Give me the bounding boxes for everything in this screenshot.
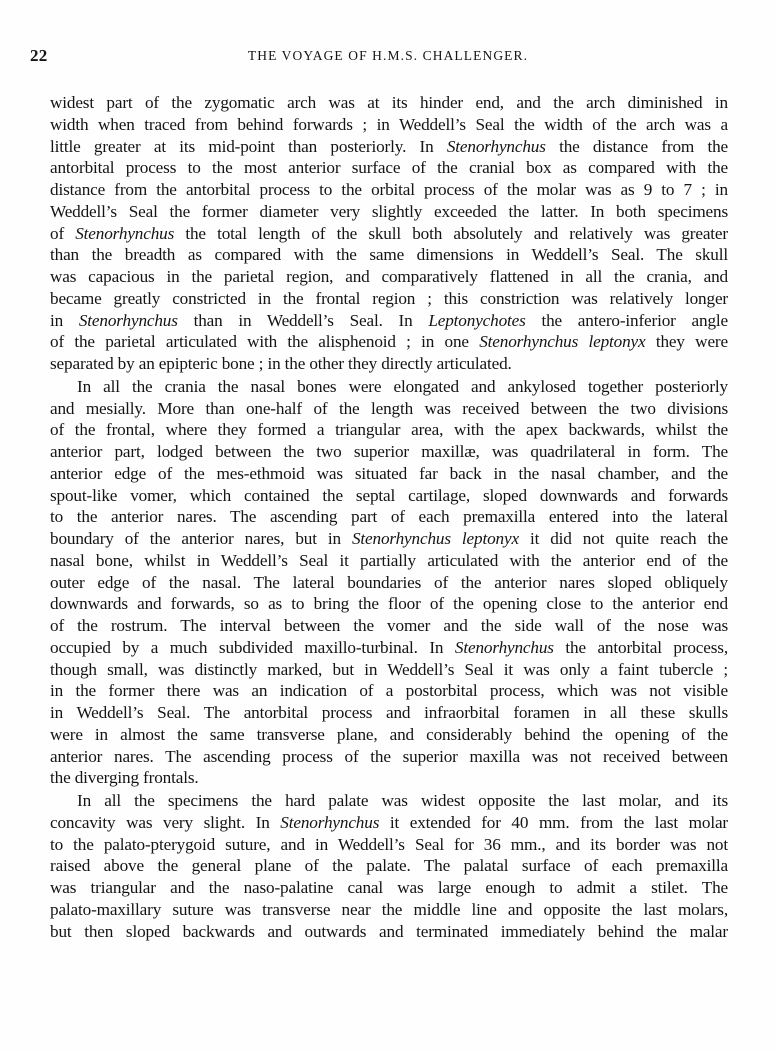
text-run: than the breadth as compared with the same dimensions in Weddell’s Seal. The skull	[50, 245, 728, 265]
text-line	[50, 812, 728, 834]
text-run: to the palato-pterygoid suture, and in Weddell’s Seal for 36 mm., and its border was not	[50, 834, 728, 854]
text-line	[50, 767, 728, 789]
text-line	[50, 572, 728, 594]
text-line	[50, 593, 728, 615]
text-run: they were	[645, 332, 728, 352]
text-run: of the parietal articulated with the alisphenoid ; in one	[50, 332, 480, 352]
text-line	[50, 463, 728, 485]
text-line	[50, 331, 728, 353]
text-line	[50, 724, 728, 746]
text-run: the distance from the	[545, 136, 728, 156]
text-line	[50, 92, 728, 114]
text-run: Weddell’s Seal the former diameter very slightly exceeded the latter. In both specimens	[50, 201, 728, 221]
text-line	[50, 201, 728, 223]
text-run: it extended for 40 mm. from the last molar	[379, 812, 729, 832]
text-run: distance from the antorbital process to the orbital process of the molar was as 9 to 7 ; in	[50, 180, 728, 199]
text-run: than in Weddell’s Seal. In	[177, 310, 429, 330]
text-run: the antorbital process,	[553, 637, 728, 657]
text-run: in the former there was an indication of a postorbital process, which was not visible	[50, 681, 728, 701]
text-run: concavity was very slight. In	[50, 812, 281, 832]
text-run: spout-like vomer, which contained the septal cartilage, sloped downwards and forwards	[50, 485, 728, 505]
text-run: raised above the general plane of the palate. The palatal surface of each premaxilla	[50, 856, 728, 876]
body-text	[50, 92, 728, 942]
text-line	[50, 223, 728, 245]
text-line	[50, 659, 728, 681]
text-line	[50, 877, 728, 899]
text-run: In all the specimens the hard palate was widest opposite the last molar, and its	[77, 791, 728, 810]
text-run: occupied by a much subdivided maxillo-turbinal. In	[50, 637, 455, 657]
running-head	[30, 46, 730, 68]
text-line	[50, 485, 728, 507]
italic-taxon: Stenorhynchus	[454, 637, 554, 657]
text-run: was capacious in the parietal region, and comparatively flattened in all the crania, and	[50, 267, 728, 286]
text-line	[50, 136, 728, 158]
text-run: In all the crania the nasal bones were elongated and ankylosed together posteriorly	[77, 376, 728, 396]
text-line	[50, 310, 728, 332]
text-line	[50, 244, 728, 266]
text-line	[50, 528, 728, 550]
text-run: separated by an epipteric bone ; in the other they directly articulated.	[50, 354, 512, 373]
text-line	[50, 506, 728, 528]
text-run: in	[50, 310, 79, 330]
italic-taxon: Stenorhynchus	[75, 223, 175, 243]
text-line	[50, 855, 728, 877]
paragraph	[50, 92, 728, 375]
text-line	[50, 419, 728, 441]
text-line	[50, 376, 728, 398]
text-run: anterior edge of the mes-ethmoid was situated far back in the nasal chamber, and the	[50, 463, 728, 483]
text-run: widest part of the zygomatic arch was at its hinder end, and the arch diminished in	[50, 93, 728, 112]
text-run: downwards and forwards, so as to bring the floor of the opening close to the anterior end	[50, 594, 728, 614]
text-run: anterior nares. The ascending process of the superior maxilla was not received between	[50, 746, 728, 766]
text-run: the antero-inferior angle	[525, 310, 728, 330]
text-line	[50, 353, 728, 375]
text-run: little greater at its mid-point than posteriorly. In	[50, 136, 447, 156]
text-line	[50, 157, 728, 179]
paragraph	[50, 376, 728, 789]
text-run: in Weddell’s Seal. The antorbital process and infraorbital foramen in all these skulls	[50, 703, 728, 722]
text-line	[50, 702, 728, 724]
text-run: and mesially. More than one-half of the length was received between the two divisions	[50, 398, 728, 418]
text-run: nasal bone, whilst in Weddell’s Seal it partially articulated with the anterior end of the	[50, 550, 728, 570]
italic-taxon: Stenorhynchus	[280, 812, 380, 832]
text-run: to the anterior nares. The ascending part of each premaxilla entered into the lateral	[50, 507, 728, 527]
paragraph	[50, 790, 728, 942]
running-title: THE VOYAGE OF H.M.S. CHALLENGER.	[247, 48, 529, 63]
italic-taxon: Stenorhynchus leptonyx	[351, 529, 519, 548]
text-line	[50, 398, 728, 420]
text-run: it did not quite reach the	[518, 529, 728, 548]
text-run: became greatly constricted in the frontal region ; this constriction was relatively longer	[50, 288, 728, 308]
text-line	[50, 680, 728, 702]
text-line	[50, 114, 728, 136]
italic-taxon: Stenorhynchus	[78, 310, 178, 330]
text-run: but then sloped backwards and outwards and terminated immediately behind the malar	[50, 921, 728, 941]
text-line	[50, 550, 728, 572]
text-run: boundary of the anterior nares, but in	[50, 529, 352, 548]
text-run: the total length of the skull both absolutely and relatively was greater	[174, 223, 728, 243]
text-run: was triangular and the naso-palatine canal was large enough to admit a stilet. The	[50, 878, 728, 897]
text-line	[50, 899, 728, 921]
text-line	[50, 790, 728, 812]
text-line	[50, 834, 728, 856]
text-run: of	[50, 223, 76, 243]
text-line	[50, 921, 728, 943]
text-run: of the frontal, where they formed a triangular area, with the apex backwards, whilst the	[50, 420, 728, 440]
text-run: were in almost the same transverse plane, and considerably behind the opening of the	[50, 724, 728, 744]
page-number: 22	[30, 46, 48, 65]
text-line	[50, 615, 728, 637]
text-run: though small, was distinctly marked, but in Weddell’s Seal it was only a faint tubercle ;	[50, 659, 728, 679]
text-line	[50, 746, 728, 768]
text-run: anterior part, lodged between the two superior maxillæ, was quadrilateral in form. The	[50, 442, 728, 461]
text-run: of the rostrum. The interval between the vomer and the side wall of the nose was	[50, 616, 728, 635]
text-line	[50, 637, 728, 659]
text-line	[50, 266, 728, 288]
text-run: the diverging frontals.	[50, 768, 199, 788]
text-run: outer edge of the nasal. The lateral boundaries of the anterior nares sloped obliquely	[50, 572, 728, 592]
italic-taxon: Stenorhynchus leptonyx	[479, 332, 646, 352]
text-line	[50, 441, 728, 463]
text-run: palato-maxillary suture was transverse near the middle line and opposite the last molars,	[50, 899, 728, 919]
text-run: antorbital process to the most anterior surface of the cranial box as compared with the	[50, 158, 728, 178]
text-run: width when traced from behind forwards ; in Weddell’s Seal the width of the arch was a	[50, 114, 728, 134]
text-line	[50, 179, 728, 201]
italic-taxon: Stenorhynchus	[446, 136, 546, 156]
italic-taxon: Leptonychotes	[428, 310, 526, 330]
text-line	[50, 288, 728, 310]
